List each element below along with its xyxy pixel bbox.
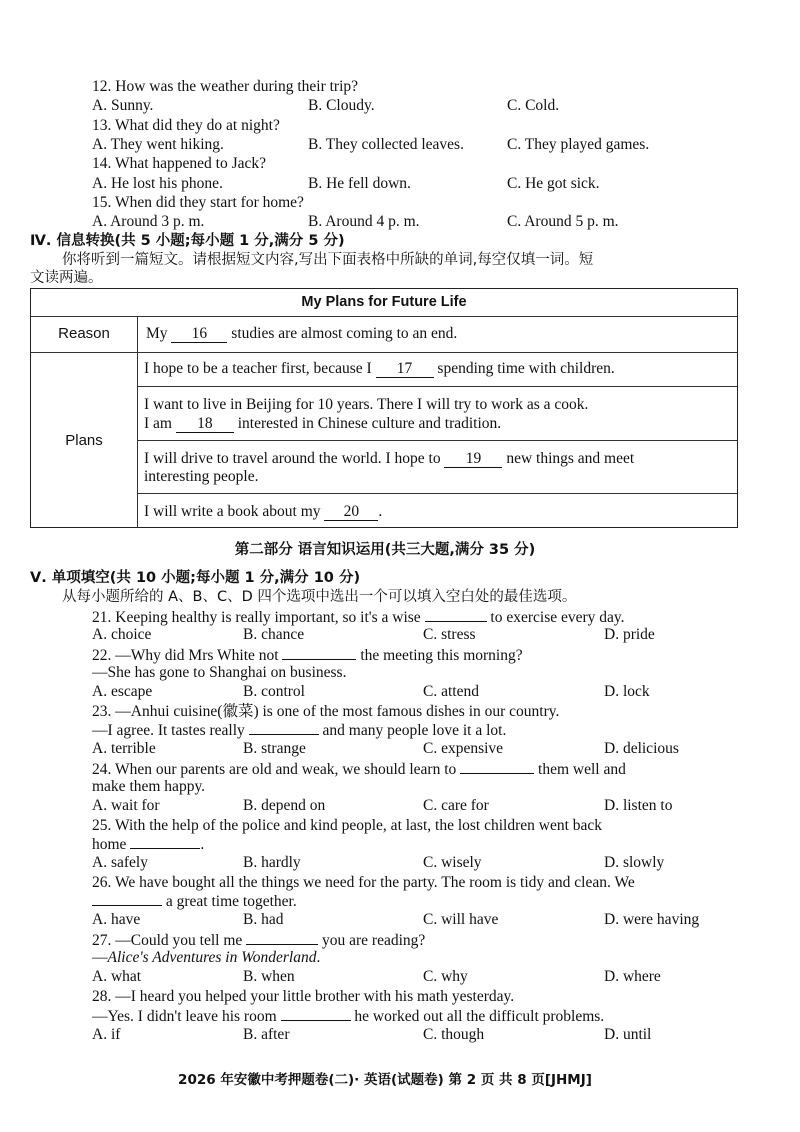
question-28-reply: —Yes. I didn't leave his room he worked out all the difficult problems.	[92, 1008, 605, 1025]
option-c: C. Cold.	[507, 97, 560, 114]
plan-2-text: I want to live in Beijing for 10 years. There I will try to work as a cook.	[144, 396, 589, 413]
blank-16[interactable]: 16	[171, 326, 227, 343]
blank-19[interactable]: 19	[444, 451, 502, 468]
question-23: 23. —Anhui cuisine(徽菜) is one of the most famous dishes in our country.	[92, 703, 560, 720]
option-d: D. lock	[604, 683, 650, 700]
option-a: A. escape	[92, 683, 153, 700]
option-b: B. after	[243, 1026, 290, 1043]
answer-blank[interactable]	[130, 834, 200, 849]
option-a: A. if	[92, 1026, 121, 1043]
option-c: C. expensive	[423, 740, 504, 757]
question-23-reply: —I agree. It tastes really and many people love it a lot.	[92, 722, 507, 739]
option-a: A. Around 3 p. m.	[92, 213, 205, 230]
option-c: C. wisely	[423, 854, 482, 871]
section-4-instruction-cont: 文读两遍。	[30, 270, 103, 286]
answer-blank[interactable]	[460, 759, 534, 774]
question-26: 26. We have bought all the things we need for the party. The room is tidy and clean. We	[92, 874, 635, 891]
part-2-heading: 第二部分 语言知识运用(共三大题,满分 35 分)	[234, 542, 536, 558]
option-c: C. stress	[423, 626, 476, 643]
question-27-reply: —Alice's Adventures in Wonderland.	[92, 949, 321, 966]
option-b: B. Cloudy.	[308, 97, 375, 114]
table-title: My Plans for Future Life	[301, 294, 467, 310]
question-24: 24. When our parents are old and weak, we should learn to them well and	[92, 761, 626, 778]
plan-3-text-cont: interesting people.	[144, 468, 259, 485]
option-b: B. depend on	[243, 797, 326, 814]
option-b: B. Around 4 p. m.	[308, 213, 420, 230]
option-c: C. though	[423, 1026, 485, 1043]
option-b: B. chance	[243, 626, 305, 643]
blank-20[interactable]: 20	[324, 504, 378, 521]
option-d: D. pride	[604, 626, 655, 643]
answer-blank[interactable]	[246, 930, 318, 945]
plan-1-text: I hope to be a teacher first, because I 17 spending time with children.	[144, 360, 615, 377]
answer-blank[interactable]	[425, 607, 487, 622]
option-a: A. Sunny.	[92, 97, 154, 114]
plan-4-text: I will write a book about my 20 .	[144, 503, 383, 520]
option-a: A. choice	[92, 626, 152, 643]
question-14: 14. What happened to Jack?	[92, 155, 267, 172]
blank-18[interactable]: 18	[176, 416, 234, 433]
question-28: 28. —I heard you helped your little brother with his math yesterday.	[92, 988, 515, 1005]
answer-blank[interactable]	[249, 720, 319, 735]
option-d: D. slowly	[604, 854, 665, 871]
option-c: C. He got sick.	[507, 175, 600, 192]
question-22: 22. —Why did Mrs White not the meeting this morning?	[92, 647, 523, 664]
option-c: C. why	[423, 968, 468, 985]
section-4-instruction: 你将听到一篇短文。请根据短文内容,写出下面表格中所缺的单词,每空仅填一词。短	[62, 252, 594, 268]
option-c: C. attend	[423, 683, 479, 700]
option-a: A. what	[92, 968, 142, 985]
question-26-cont: a great time together.	[92, 891, 297, 911]
answer-blank[interactable]	[281, 1006, 351, 1021]
question-24-cont: make them happy.	[92, 778, 206, 795]
option-d: D. were having	[604, 911, 700, 928]
option-c: C. care for	[423, 797, 489, 814]
reason-text: My 16 studies are almost coming to an end.	[146, 325, 458, 342]
option-d: D. listen to	[604, 797, 673, 814]
answer-blank[interactable]	[282, 645, 356, 660]
blank-17[interactable]: 17	[376, 361, 434, 378]
question-25: 25. With the help of the police and kind people, at last, the lost children went back	[92, 817, 603, 834]
option-a: A. They went hiking.	[92, 136, 224, 153]
plans-label: Plans	[65, 432, 103, 449]
option-c: C. Around 5 p. m.	[507, 213, 619, 230]
option-a: A. safely	[92, 854, 148, 871]
section-4-heading: Ⅳ. 信息转换(共 5 小题;每小题 1 分,满分 5 分)	[30, 233, 345, 249]
option-b: B. when	[243, 968, 295, 985]
option-a: A. have	[92, 911, 141, 928]
option-b: B. They collected leaves.	[308, 136, 464, 153]
plan-2-text-cont: I am 18 interested in Chinese culture and tradition.	[144, 415, 502, 432]
option-d: D. delicious	[604, 740, 679, 757]
option-b: B. strange	[243, 740, 306, 757]
question-27: 27. —Could you tell me you are reading?	[92, 932, 426, 949]
question-12: 12. How was the weather during their trip?	[92, 78, 359, 95]
plans-table	[30, 288, 738, 528]
option-b: B. had	[243, 911, 284, 928]
question-21: 21. Keeping healthy is really important, so it's a wise to exercise every day.	[92, 609, 625, 626]
section-5-instruction: 从每小题所给的 A、B、C、D 四个选项中选出一个可以填入空白处的最佳选项。	[62, 589, 577, 605]
question-13: 13. What did they do at night?	[92, 117, 280, 134]
option-d: D. until	[604, 1026, 652, 1043]
option-b: B. control	[243, 683, 305, 700]
question-22-reply: —She has gone to Shanghai on business.	[92, 664, 347, 681]
section-5-heading: Ⅴ. 单项填空(共 10 小题;每小题 1 分,满分 10 分)	[30, 570, 361, 586]
option-a: A. wait for	[92, 797, 160, 814]
question-15: 15. When did they start for home?	[92, 194, 304, 211]
plan-3-text: I will drive to travel around the world. I hope to 19 new things and meet	[144, 450, 635, 467]
option-b: B. He fell down.	[308, 175, 411, 192]
answer-blank[interactable]	[92, 891, 162, 906]
question-25-cont: home .	[92, 836, 205, 853]
option-a: A. terrible	[92, 740, 156, 757]
option-c: C. will have	[423, 911, 499, 928]
option-c: C. They played games.	[507, 136, 650, 153]
option-a: A. He lost his phone.	[92, 175, 223, 192]
option-d: D. where	[604, 968, 661, 985]
reason-label: Reason	[58, 325, 110, 342]
page-footer: 2026 年安徽中考押题卷(二)· 英语(试题卷) 第 2 页 共 8 页[JHMJ]	[178, 1072, 592, 1088]
option-b: B. hardly	[243, 854, 301, 871]
